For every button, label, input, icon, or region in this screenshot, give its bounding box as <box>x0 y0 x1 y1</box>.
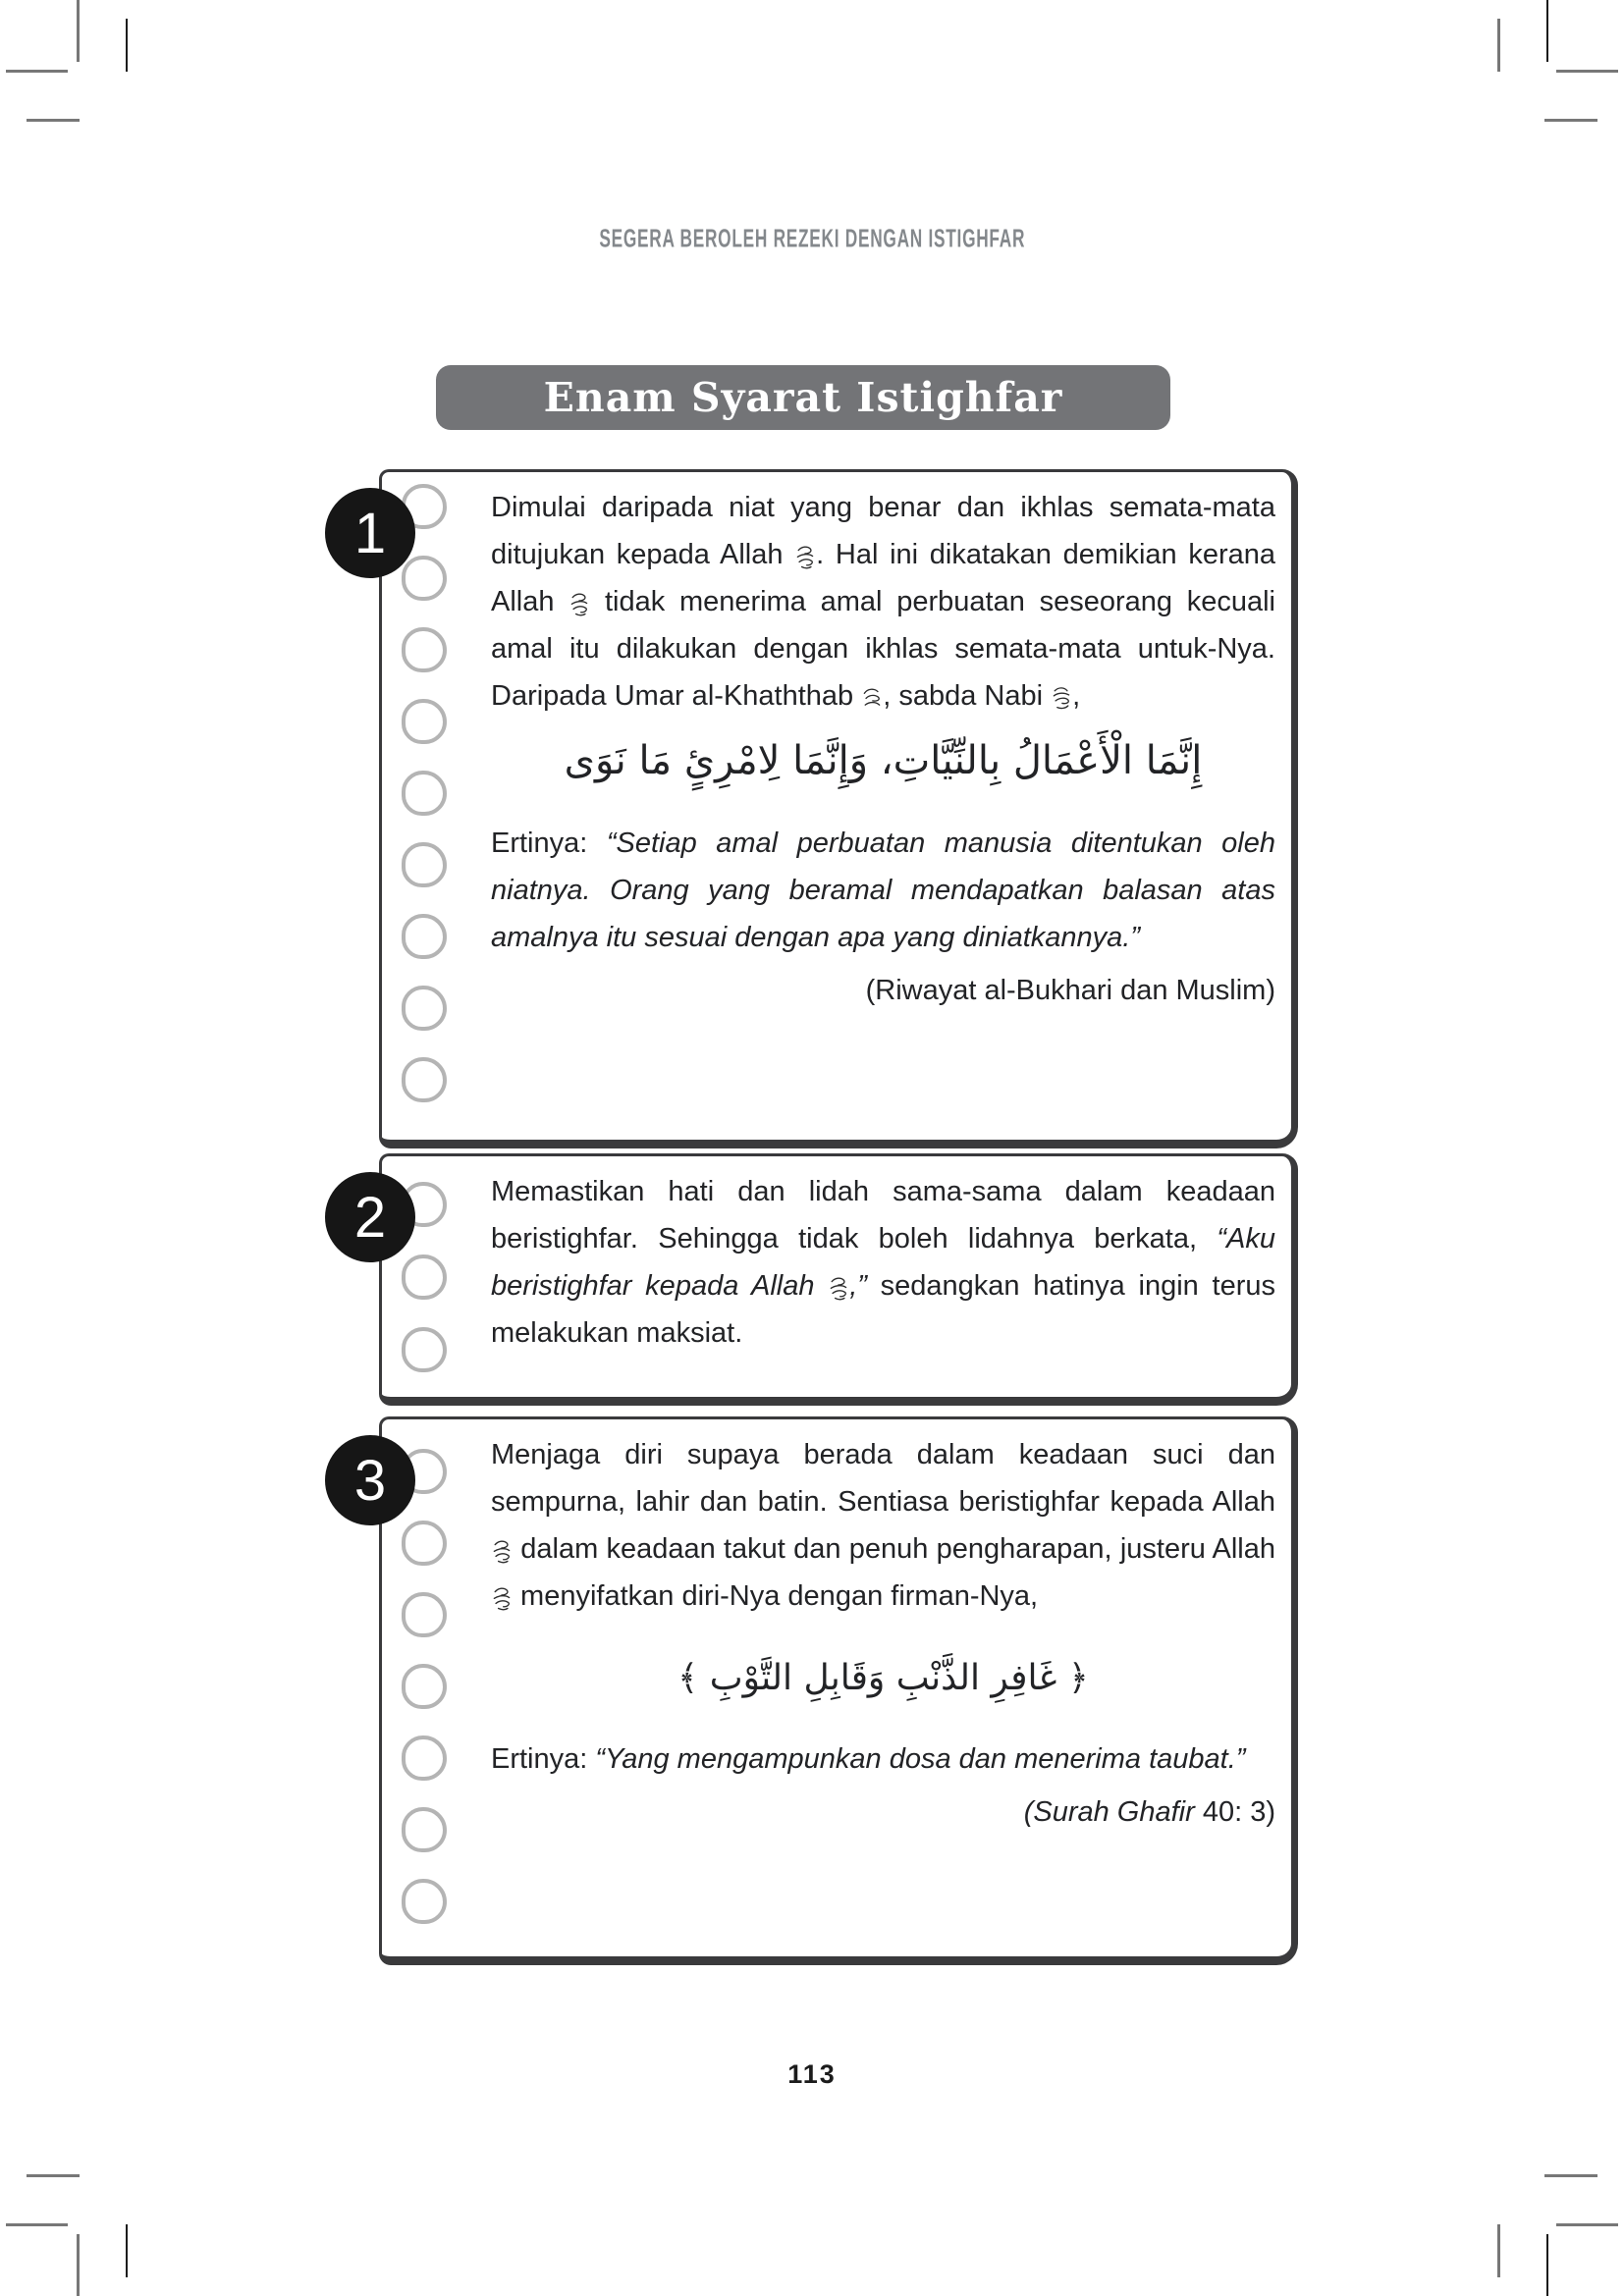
crop-mark <box>1497 19 1500 72</box>
binding-hole-icon <box>402 1879 447 1924</box>
binding-hole-icon <box>402 771 447 816</box>
arabic-hadith: إِنَّمَا الْأَعْمَالُ بِالنِّيَّاتِ، وَإِنَّمَا لِامْرِئٍ مَا نَوَى <box>564 738 1203 783</box>
condition-box-2 <box>353 1153 1298 1406</box>
box-3-text <box>382 1419 1291 1836</box>
honorific-swt-icon <box>568 590 590 616</box>
box-1-text <box>382 472 1291 1014</box>
crop-mark <box>77 0 80 62</box>
binding-hole-icon <box>402 1664 447 1709</box>
binding-holes <box>402 484 447 1102</box>
crop-mark <box>1546 2234 1548 2296</box>
binding-hole-icon <box>402 1592 447 1637</box>
citation: (Riwayat al-Bukhari dan Muslim) <box>865 975 1275 1006</box>
binding-holes <box>402 1449 447 1924</box>
translation: Ertinya: “Setiap amal perbuatan manusia ditentukan oleh niatnya. Orang yang beramal mendapatkan balasan atas amalnya itu sesuai dengan apa yang diniatkannya.” <box>491 828 1275 953</box>
running-head-text: SEGERA BEROLEH REZEKI DENGAN ISTIGHFAR <box>599 224 1025 254</box>
binding-hole-icon <box>402 986 447 1031</box>
honorific-swt-icon <box>491 1537 513 1564</box>
badge-number: 3 <box>353 1448 387 1513</box>
honorific-swt-icon <box>828 1274 849 1301</box>
crop-mark <box>77 2234 80 2296</box>
crop-mark <box>6 70 68 73</box>
crop-mark <box>1556 2223 1618 2226</box>
badge-number: 2 <box>353 1185 387 1250</box>
crop-mark <box>1546 0 1548 62</box>
number-badge-3 <box>325 1435 415 1525</box>
crop-mark <box>27 119 80 122</box>
binding-hole-icon <box>402 1057 447 1102</box>
crop-mark <box>1544 2174 1597 2177</box>
crop-mark <box>1544 119 1597 122</box>
binding-hole-icon <box>402 627 447 672</box>
condition-box-3 <box>353 1416 1298 1965</box>
arabic-verse: ﴿ غَافِرِ الذَّنْبِ وَقَابِلِ التَّوْبِ ﴾ <box>677 1658 1089 1698</box>
condition-box-1 <box>353 469 1298 1148</box>
binding-hole-icon <box>402 1255 447 1300</box>
crop-mark <box>1497 2224 1500 2277</box>
crop-mark <box>27 2174 80 2177</box>
crop-mark <box>126 19 128 72</box>
binding-hole-icon <box>402 1735 447 1781</box>
number-badge-1 <box>325 488 415 578</box>
honorific-swt-icon <box>491 1584 513 1611</box>
binding-hole-icon <box>402 914 447 959</box>
box-2-text <box>382 1156 1291 1357</box>
citation: (Surah Ghafir 40: 3) <box>1023 1796 1275 1828</box>
title-banner <box>436 365 1170 430</box>
crop-mark <box>1556 70 1618 73</box>
paragraph: Memastikan hati dan lidah sama-sama dalam keadaan beristighfar. Sehingga tidak boleh lidahnya berkata, “Aku beristighfar kepada Allah ,” sedangkan hatinya ingin terus melakukan maksiat. <box>491 1176 1275 1349</box>
badge-number: 1 <box>353 501 387 565</box>
binding-hole-icon <box>402 556 447 601</box>
honorific-swt-icon <box>794 543 816 569</box>
binding-hole-icon <box>402 699 447 744</box>
binding-hole-icon <box>402 1327 447 1372</box>
running-head <box>0 226 1624 253</box>
page-number: 113 <box>787 2059 837 2089</box>
crop-mark <box>126 2224 128 2277</box>
paragraph: Menjaga diri supaya berada dalam keadaan suci dan sempurna, lahir dan batin. Sentiasa beristighfar kepada Allah dalam keadaan takut dan penuh pengharapan, justeru Allah menyifatkan diri-Nya dengan firman-Nya, <box>491 1439 1275 1612</box>
crop-mark <box>6 2223 68 2226</box>
binding-hole-icon <box>402 1807 447 1852</box>
translation: Ertinya: “Yang mengampunkan dosa dan menerima taubat.” <box>491 1743 1246 1775</box>
honorific-ra-icon <box>861 684 883 711</box>
binding-hole-icon <box>402 842 447 887</box>
honorific-saw-icon <box>1051 684 1072 711</box>
binding-hole-icon <box>402 1521 447 1566</box>
page-title: Enam Syarat Istighfar <box>543 374 1063 421</box>
paragraph: Dimulai daripada niat yang benar dan ikhlas semata-mata ditujukan kepada Allah . Hal ini dikatakan demikian kerana Allah tidak menerima amal perbuatan seseorang kecuali amal itu dilakukan dengan ikhlas semata-mata untuk-Nya. Daripada Umar al-Khaththab , sabda Nabi , <box>491 492 1276 712</box>
number-badge-2 <box>325 1172 415 1262</box>
